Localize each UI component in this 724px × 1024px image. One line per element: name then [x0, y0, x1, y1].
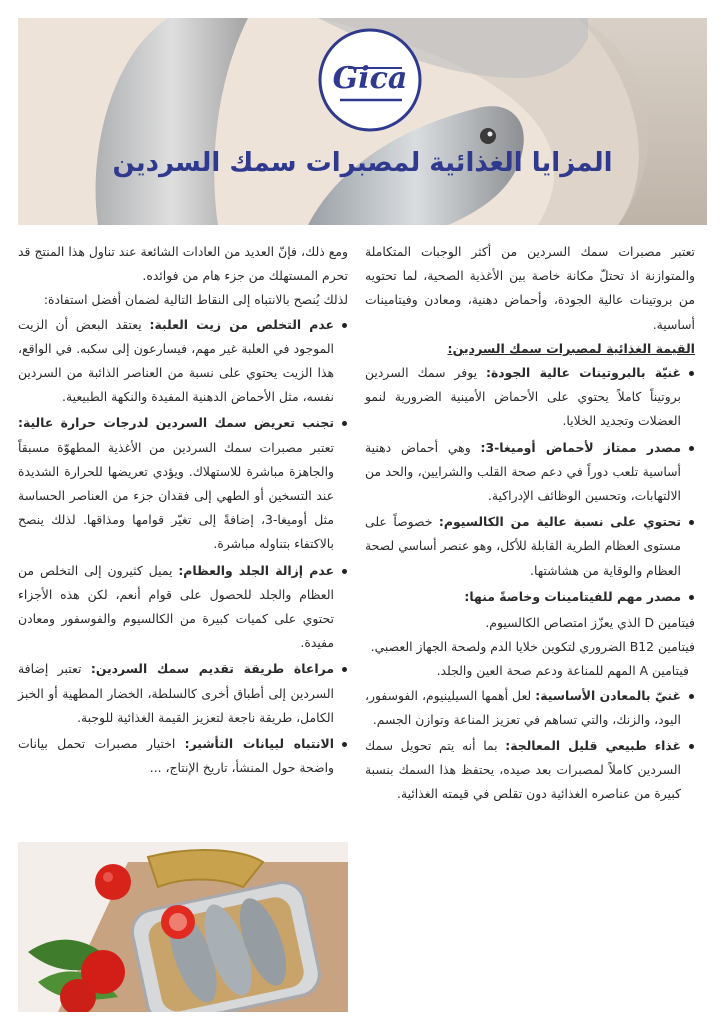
- item-heading: عدم التخلص من زيت العلبة:: [149, 316, 334, 332]
- item-heading: مصدر ممتاز لأحماض أوميغا-3:: [480, 439, 682, 455]
- item-heading: غذاء طبيعي قليل المعالجة:: [505, 738, 681, 754]
- sardine-dish-illustration: [18, 842, 348, 1012]
- item-heading: غنيّ بالمعادن الأساسية:: [535, 687, 682, 703]
- item-heading: الانتباه لبيانات التأشير:: [184, 736, 334, 752]
- item-text: وهي أحماض دهنية أساسية تلعب دوراً في دعم صحة القلب والشرايين، والحد من الالتهابات، وتحسين الوظائف الإدراكية.: [365, 439, 681, 504]
- intro-paragraph: تعتبر مصبرات سمك السردين من أكثر الوجبات المتكاملة والمتوازنة اذ تحتلّ مكانة خاصة بين الأغذية الصحية، لما تحتويه من بروتينات عالية الجودة، وأحماض دهنية، ومعادن وفيتامينات أساسية.: [365, 244, 695, 332]
- item-text: يميل كثيرون إلى التخلص من العظام والجلد للحصول على قوام أنعم، لكن هذه الأجزاء تحتوي على كميات كبيرة من الكالسيوم والفوسفور ومعادن مفيدة.: [18, 562, 334, 651]
- list-item: [365, 361, 681, 434]
- logo-text: Gica: [332, 61, 408, 96]
- item-text: تعتبر إضافة السردين إلى أطباق أخرى كالسلطة، الخضار المطهية أو الخبز الكامل، طريقة ناجعة لتعزيز القيمة الغذائية للوجبة.: [18, 661, 334, 725]
- item-heading: مصدر مهم للفيتامينات وخاصةً منها:: [464, 588, 681, 604]
- item-text: بما أنه يتم تحويل سمك السردين كاملاً لمصبرات بعد صيده، يحتفظ هذا السمك بنسبة كبيرة من عناصره الغذائية دون تقلص في قيمته الغذائية.: [365, 738, 681, 802]
- list-item: [365, 684, 681, 732]
- left-intro-paragraph-2: لذلك يُنصح بالانتباه إلى النقاط التالية لضمان أفضل استفادة:: [43, 292, 348, 308]
- vitamin-line: فيتامين B12 الضروري لتكوين خلايا الدم ولصحة الجهاز العصبي.: [370, 639, 695, 655]
- list-item: [365, 510, 681, 583]
- vitamin-line: فيتامين D الذي يعزّز امتصاص الكالسيوم.: [485, 615, 695, 631]
- item-text: اختيار مصبرات تحمل بيانات واضحة حول المنشأ، تاريخ الإنتاج، ...: [18, 736, 334, 776]
- list-item: [18, 657, 334, 730]
- hero-banner: [18, 18, 707, 225]
- item-heading: غنيّة بالبروتينات عالية الجودة:: [486, 365, 682, 381]
- tips-list: [18, 313, 348, 781]
- list-item: [18, 411, 334, 556]
- item-text: خصوصاً على مستوى العظام الطرية القابلة للأكل، وهو عنصر أساسي لصحة العظام والوقاية من هشاشتها.: [365, 514, 681, 578]
- list-item: [18, 559, 334, 656]
- item-text: تعتبر مصبرات سمك السردين من الأغذية المطهوّة مسبقاً والجاهزة مباشرة للاستهلاك. ويؤدي تعريضها للحرارة الشديدة عند التسخين أو الطهي إلى فقدان جزء من العناصر الحساسة مثل أوميغا-3، إضافةً إلى تغيّر قوامها ومذاقها. لذلك ينصح بالاكتفاء بتناوله مباشرة.: [18, 439, 335, 552]
- list-item: [18, 732, 334, 780]
- left-column: [18, 240, 348, 782]
- right-column: [365, 240, 695, 809]
- item-heading: مراعاة طريقة تقديم سمك السردين:: [90, 661, 334, 677]
- item-heading: عدم إزالة الجلد والعظام:: [178, 562, 334, 578]
- item-heading: تحتوي على نسبة عالية من الكالسيوم:: [438, 514, 681, 530]
- gica-logo-icon: [318, 28, 422, 132]
- list-item: [365, 436, 681, 509]
- sardine-dish-image: [18, 842, 348, 1012]
- left-intro-paragraph: ومع ذلك، فإنّ العديد من العادات الشائعة عند تناول هذا المنتج قد تحرم المستهلك من جزء هام من فوائده.: [18, 244, 348, 284]
- benefits-list: [365, 361, 695, 609]
- section-heading: القيمة الغذائية لمصبرات سمك السردين:: [447, 340, 695, 356]
- vitamin-line: فيتامين A المهم للمناعة ودعم صحة العين والجلد.: [436, 663, 689, 679]
- list-item: [365, 734, 681, 807]
- benefits-list-more: [365, 684, 695, 807]
- item-heading: تجنب تعريض سمك السردين لدرجات حرارة عالية:: [18, 415, 334, 431]
- list-item: [18, 313, 334, 410]
- item-text: يعتقد البعض أن الزيت الموجود في العلبة غير مهم، فيسارعون إلى سكبه. في الواقع، هذا الزيت يحتوي على نسبة من العناصر الذائبة من السردين نفسه، مثل الأحماض الدهنية المفيدة والنكهة الطبيعية.: [18, 316, 334, 405]
- list-item: [365, 585, 681, 609]
- item-text: لعل أهمها السيلينيوم، الفوسفور، اليود، والزنك، والتي تساهم في تعزيز المناعة وتوازن الجسم.: [365, 687, 681, 727]
- page-title: المزايا الغذائية لمصبرات سمك السردين: [112, 148, 613, 178]
- item-text: يوفر سمك السردين بروتيناً كاملاً يحتوي على الأحماض الأمينية الضرورية لنمو العضلات وتجديد الخلايا.: [365, 365, 681, 429]
